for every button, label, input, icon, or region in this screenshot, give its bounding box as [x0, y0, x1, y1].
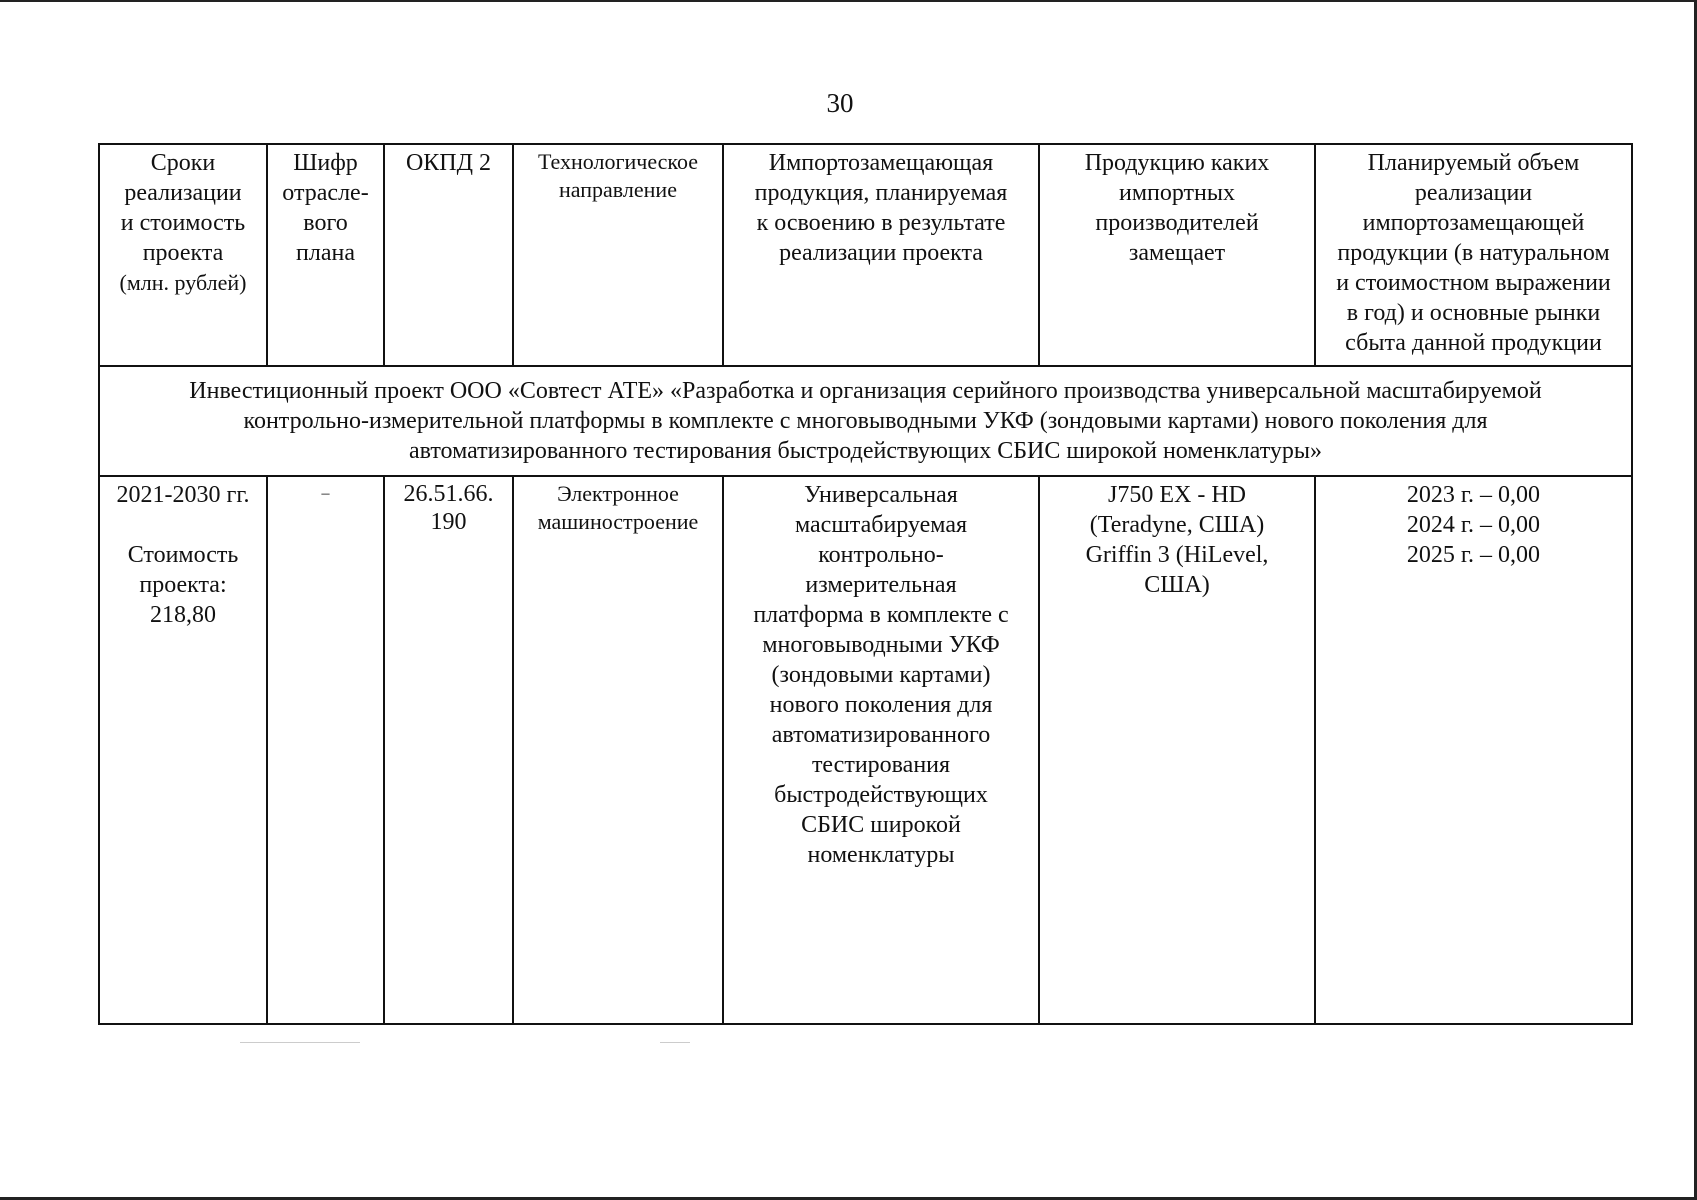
cost-value: 218,80: [150, 602, 216, 628]
header-replaced-manufacturers: Продукцию каких импортных производителей замещает: [1039, 144, 1315, 366]
header-terms-cost: Сроки реализации и стоимость проекта (млн. рублей): [99, 144, 267, 366]
cell-product: Универсальная масштабируемая контрольно- измерительная платформа в комплекте с многовыводными УКФ (зондовыми картами) нового поколения для автоматизированного тестирования быстродействующих СБИС широкой номенклатуры: [723, 476, 1039, 1024]
project-title: Инвестиционный проект ООО «Совтест АТЕ» «Разработка и организация серийного производства универсальной масштабируемой контрольно-измерительной платформы в комплекте с многовыводными УКФ (зондовыми картами) нового поколения для автоматизированного тестирования быстродействующих СБИС широкой номенклатуры»: [99, 366, 1632, 476]
cell-okpd2: 26.51.66. 190: [384, 476, 513, 1024]
scan-artifact: [660, 1042, 690, 1043]
scan-artifact: [240, 1042, 360, 1043]
import-substitution-table: [98, 143, 1633, 1025]
cell-planned-volume: 2023 г. – 0,00 2024 г. – 0,00 2025 г. – 0,00: [1315, 476, 1632, 1024]
header-planned-volume: Планируемый объем реализации импортозамещающей продукции (в натуральном и стоимостном выражении в год) и основные рынки сбыта данной продукции: [1315, 144, 1632, 366]
cell-technology-direction: Электронное машиностроение: [513, 476, 723, 1024]
page-number: 30: [826, 88, 854, 118]
cell-period-cost: 2021-2030 гг. Стоимость проекта: 218,80: [99, 476, 267, 1024]
scan-edge-top: [0, 0, 1697, 2]
table-row: [99, 476, 1632, 1024]
cell-replaced-manufacturers: J750 EX - HD (Teradyne, США) Griffin 3 (HiLevel, США): [1039, 476, 1315, 1024]
header-technology-direction: Технологическое направление: [513, 144, 723, 366]
project-title-row: [99, 366, 1632, 476]
cell-cipher: –: [267, 476, 384, 1024]
period-text: 2021-2030 гг.: [116, 482, 250, 508]
header-import-substituting-product: Импортозамещающая продукция, планируемая к освоению в результате реализации проекта: [723, 144, 1039, 366]
header-okpd2: ОКПД 2: [384, 144, 513, 366]
table-header-row: [99, 144, 1632, 366]
header-industry-plan-cipher: Шифр отрасле- вого плана: [267, 144, 384, 366]
